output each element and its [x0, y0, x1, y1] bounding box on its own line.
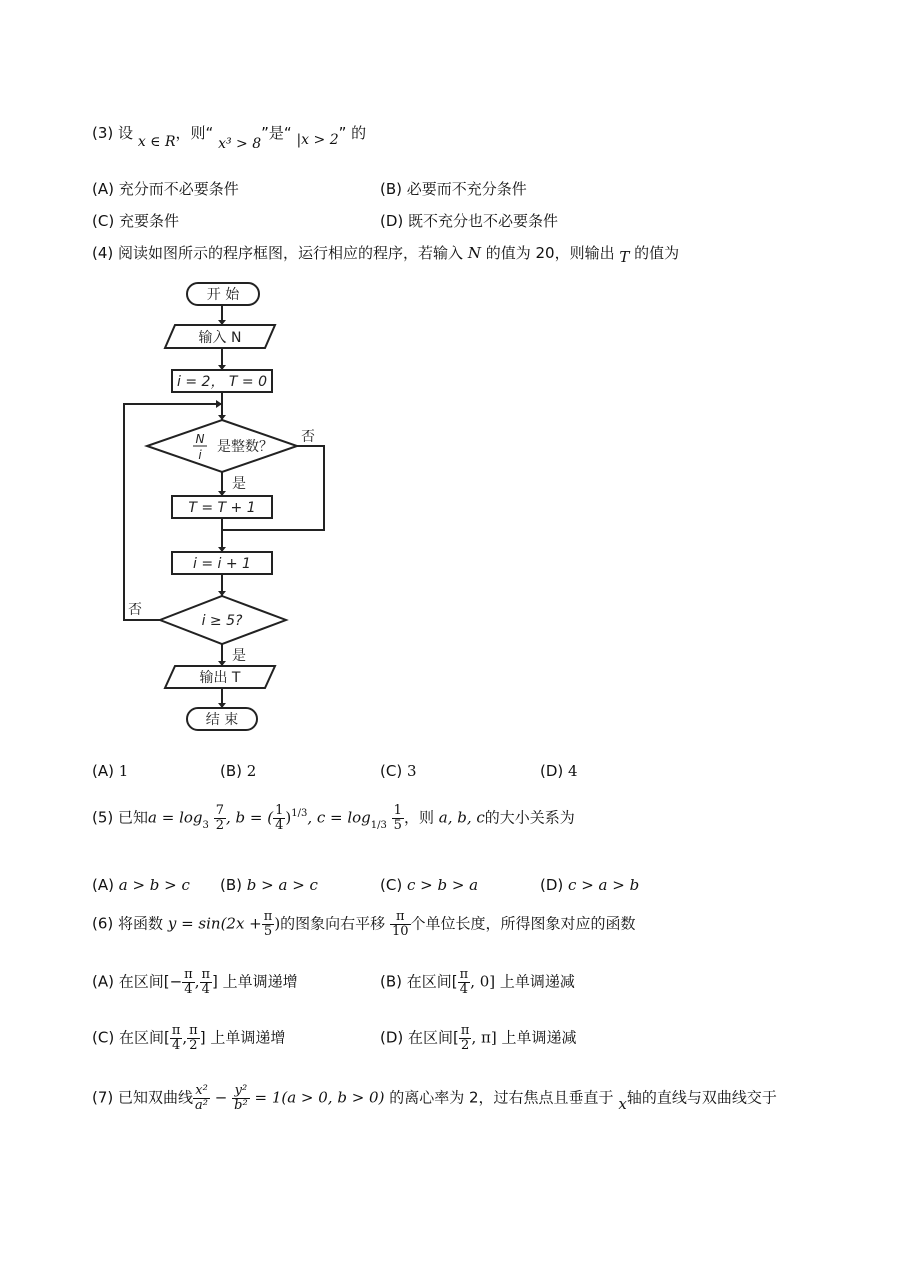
option-a[interactable] — [92, 876, 190, 894]
text-fragment: ，则“ — [175, 124, 214, 142]
denominator: 5 — [263, 923, 273, 939]
expr-c: , c = log — [307, 808, 371, 827]
denominator: b² — [234, 1097, 248, 1113]
option-a[interactable] — [92, 968, 298, 996]
fraction — [187, 1024, 200, 1052]
option-text: 2 — [246, 762, 257, 780]
option-label: (D) — [540, 762, 564, 780]
option-text: 必要而不充分条件 — [406, 180, 527, 198]
question-5 — [92, 804, 575, 832]
question-number: (3) — [92, 124, 114, 142]
option-a[interactable] — [92, 762, 128, 780]
option-c[interactable] — [380, 876, 478, 894]
option-label: (A) — [92, 972, 114, 991]
question-6 — [92, 910, 636, 938]
numerator: π — [390, 910, 411, 925]
cond1-label: 是整数？ — [217, 439, 273, 455]
text-fragment: ” 的 — [338, 124, 367, 142]
denominator: 4 — [171, 1037, 181, 1053]
option-text: 上单调递减 — [495, 972, 575, 991]
question-number: (6) — [92, 914, 114, 933]
denominator: 5 — [393, 817, 402, 833]
paren: ) — [285, 808, 292, 827]
option-text: ] 上单调递增 — [212, 972, 298, 991]
question-7 — [92, 1084, 777, 1112]
option-c[interactable] — [380, 762, 417, 780]
yes-label-1: 是 — [232, 476, 246, 492]
question-lead: 已知 — [118, 808, 149, 827]
text-fragment: 个单位长度，所得图象对应的函数 — [410, 914, 636, 933]
output-label: 输出 T — [199, 670, 241, 686]
input-label: 输入 N — [198, 330, 242, 346]
option-c[interactable] — [92, 1024, 285, 1052]
function-expr: y = sin(2x + — [167, 914, 262, 933]
numerator: π — [263, 909, 273, 924]
no-label-2: 否 — [128, 602, 142, 618]
denominator: 4 — [184, 981, 193, 997]
numerator: 1 — [393, 803, 402, 818]
text-fragment: 的图象向右平移 — [280, 914, 386, 933]
option-text: 充分而不必要条件 — [118, 180, 239, 198]
option-label: (B) — [220, 876, 242, 894]
question-number: (7) — [92, 1088, 114, 1107]
denominator: 2 — [461, 1037, 470, 1053]
fraction-pi-5 — [262, 910, 275, 938]
option-label: (C) — [92, 1028, 115, 1047]
fraction-x2-a2 — [193, 1084, 210, 1112]
option-label: (D) — [380, 212, 404, 230]
fraction-pi-10 — [390, 910, 411, 938]
numerator: π — [189, 1023, 198, 1038]
numerator: π — [201, 967, 211, 982]
numerator: π — [459, 967, 469, 982]
condition-p: x³ > 8 — [218, 136, 262, 152]
option-label: (D) — [380, 1028, 404, 1047]
paren: ) — [274, 914, 281, 933]
fraction — [200, 968, 213, 996]
numerator: x² — [193, 1084, 210, 1099]
end-label: 结 束 — [205, 712, 239, 728]
question-number: (5) — [92, 808, 114, 827]
text-fragment: ”是“ — [261, 124, 292, 142]
option-text: a > b > c — [118, 876, 190, 894]
fraction — [459, 1024, 472, 1052]
denominator: 2 — [215, 817, 224, 833]
option-text: 在区间[ — [406, 972, 458, 991]
no-label-1: 否 — [301, 429, 315, 445]
exponent: 1/3 — [291, 807, 308, 819]
option-label: (C) — [92, 212, 115, 230]
init-label: i = 2， T = 0 — [177, 374, 267, 390]
condition-q: |x > 2 — [296, 132, 339, 148]
fraction-7-2 — [214, 804, 226, 832]
option-text: 在区间[− — [118, 972, 183, 991]
option-text: 在区间[ — [408, 1028, 459, 1047]
fraction — [170, 1024, 183, 1052]
variable-n: N — [467, 244, 481, 262]
fraction — [182, 968, 195, 996]
text-fragment: 的离心率为 2，过右焦点且垂直于 — [389, 1088, 614, 1107]
option-text: b > a > c — [246, 876, 318, 894]
text-fragment: 的大小关系为 — [484, 808, 575, 827]
numerator: π — [184, 967, 193, 982]
denominator: 2 — [189, 1037, 198, 1053]
text-fragment: 轴的直线与双曲线交于 — [626, 1088, 777, 1107]
option-text: 1 — [118, 762, 129, 780]
separator: , — [194, 972, 200, 991]
option-d[interactable] — [540, 876, 639, 894]
fraction-y2-b2 — [232, 1084, 250, 1112]
separator: , π] — [471, 1028, 497, 1047]
update-t-label: T = T + 1 — [188, 500, 256, 516]
variable-t: T — [619, 248, 630, 266]
log-base: 3 — [202, 819, 209, 831]
expr-a: a = log — [148, 808, 203, 827]
numerator: 7 — [215, 803, 224, 818]
option-label: (B) — [220, 762, 242, 780]
denominator: 10 — [391, 923, 409, 939]
option-text: c > b > a — [406, 876, 479, 894]
option-b[interactable] — [220, 876, 318, 894]
option-label: (B) — [380, 972, 402, 991]
option-text: 充要条件 — [118, 212, 179, 230]
option-text: ] 上单调递增 — [199, 1028, 286, 1047]
option-text: c > a > b — [568, 876, 640, 894]
denominator: 4 — [459, 981, 469, 997]
option-label: (D) — [540, 876, 564, 894]
variable-x: x — [618, 1094, 627, 1113]
option-b[interactable] — [380, 968, 575, 996]
question-lead: 已知双曲线 — [118, 1088, 194, 1107]
option-text: 既不充分也不必要条件 — [408, 212, 559, 230]
option-text: 4 — [568, 762, 578, 780]
option-label: (A) — [92, 180, 114, 198]
text-fragment: 的值为 20，则输出 — [485, 244, 615, 262]
fraction-1-5 — [392, 804, 404, 832]
numerator: π — [171, 1023, 181, 1038]
denominator: a² — [195, 1097, 209, 1113]
text-fragment: ，则 — [403, 808, 434, 827]
option-label: (B) — [380, 180, 402, 198]
numerator: y² — [232, 1084, 250, 1099]
option-text: 在区间[ — [118, 1028, 170, 1047]
numerator: 1 — [275, 803, 284, 818]
option-text: 3 — [406, 762, 417, 780]
fraction — [458, 968, 471, 996]
set-expression: x ∈ R — [137, 134, 176, 150]
denominator: 4 — [275, 817, 284, 833]
numerator: π — [460, 1023, 470, 1038]
question-lead: 设 — [118, 124, 134, 142]
cond1-denominator: i — [198, 448, 202, 462]
log-base: 1/3 — [370, 819, 387, 831]
text-fragment: 阅读如图所示的程序框图，运行相应的程序，若输入 — [118, 244, 464, 262]
option-text: 上单调递减 — [496, 1028, 577, 1047]
option-d[interactable] — [380, 1024, 576, 1052]
minus-sign: − — [214, 1088, 228, 1107]
separator: , 0] — [470, 972, 496, 991]
text-fragment: 的值为 — [634, 244, 680, 262]
update-i-label: i = i + 1 — [193, 556, 251, 572]
option-label: (C) — [380, 876, 403, 894]
option-label: (A) — [92, 876, 114, 894]
fraction-1-4 — [273, 804, 285, 832]
question-number: (4) — [92, 244, 114, 262]
expr-b: , b = ( — [225, 808, 274, 827]
equation-rhs: = 1(a > 0, b > 0) — [254, 1088, 385, 1107]
option-label: (C) — [380, 762, 403, 780]
option-label: (A) — [92, 762, 114, 780]
cond1-numerator: N — [195, 432, 205, 446]
separator: , — [182, 1028, 188, 1047]
cond2-label: i ≥ 5? — [201, 613, 243, 629]
yes-label-2: 是 — [232, 648, 246, 664]
denominator: 4 — [201, 981, 210, 997]
variables: a, b, c — [438, 808, 485, 827]
option-b[interactable] — [220, 762, 256, 780]
start-label: 开 始 — [206, 287, 240, 303]
question-lead: 将函数 — [118, 914, 164, 933]
option-d[interactable] — [540, 762, 578, 780]
